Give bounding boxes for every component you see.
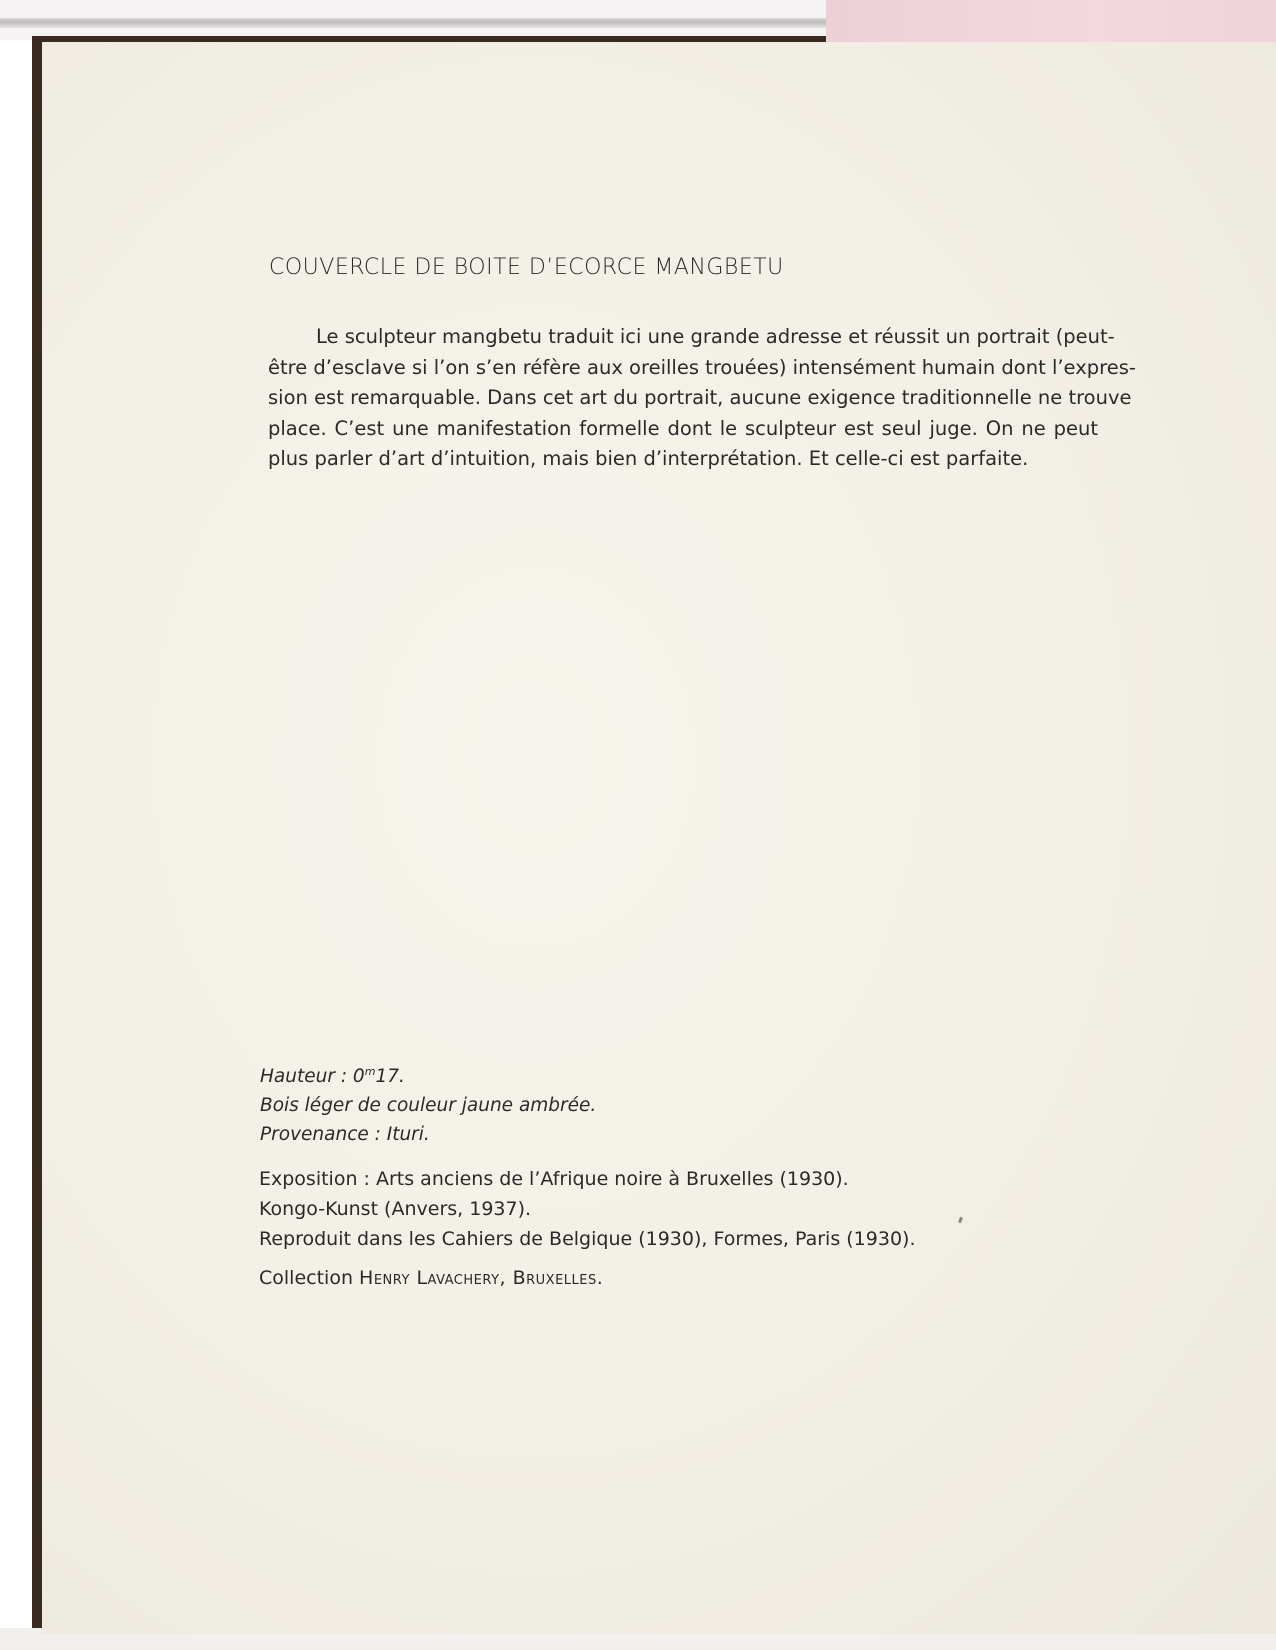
scan-top-shadow	[0, 18, 830, 28]
description-paragraph	[268, 322, 1136, 475]
exhibition-line: Exposition : Arts anciens de l’Afrique noire à Bruxelles (1930).	[259, 1168, 849, 1190]
paragraph-line: être d’esclave si l’on s’en réfère aux oreilles trouées) intensément humain dont l’expres-	[268, 355, 1136, 379]
exhibition-history	[259, 1164, 916, 1254]
provenance-spec: Provenance : Ituri.	[260, 1124, 430, 1146]
paragraph-line: plus parler d’art d’intuition, mais bien d’interprétation. Et celle-ci est parfaite.	[268, 447, 1029, 470]
height-value: 17.	[375, 1066, 405, 1088]
paragraph-line: sion est remarquable. Dans cet art du portrait, aucune exigence traditionnelle ne trouve	[268, 386, 1132, 409]
page-title: COUVERCLE DE BOITE D’ECORCE MANGBETU	[269, 255, 784, 280]
exhibition-line: Reproduit dans les Cahiers de Belgique (1930), Formes, Paris (1930).	[259, 1228, 916, 1250]
collection-prefix: Collection	[259, 1267, 353, 1289]
exhibition-line: Kongo-Kunst (Anvers, 1937).	[259, 1198, 532, 1220]
object-specifications	[260, 1057, 596, 1149]
paper-speck	[958, 1217, 963, 1224]
pink-paper-tab	[826, 0, 1276, 42]
paragraph-line: place. C’est une manifestation formelle dont le sculpteur est seul juge. On ne peut	[268, 416, 1098, 440]
height-label: Hauteur : 0	[260, 1066, 365, 1088]
collection-owner: Henry Lavachery, Bruxelles.	[359, 1267, 604, 1289]
paragraph-line: Le sculpteur mangbetu traduit ici une grande adresse et réussit un portrait (peut-	[316, 325, 1115, 348]
height-unit: m	[364, 1065, 376, 1078]
book-page	[42, 42, 1276, 1634]
height-spec	[260, 1057, 596, 1091]
collection-credit	[259, 1267, 603, 1289]
material-spec: Bois léger de couleur jaune ambrée.	[260, 1095, 597, 1117]
